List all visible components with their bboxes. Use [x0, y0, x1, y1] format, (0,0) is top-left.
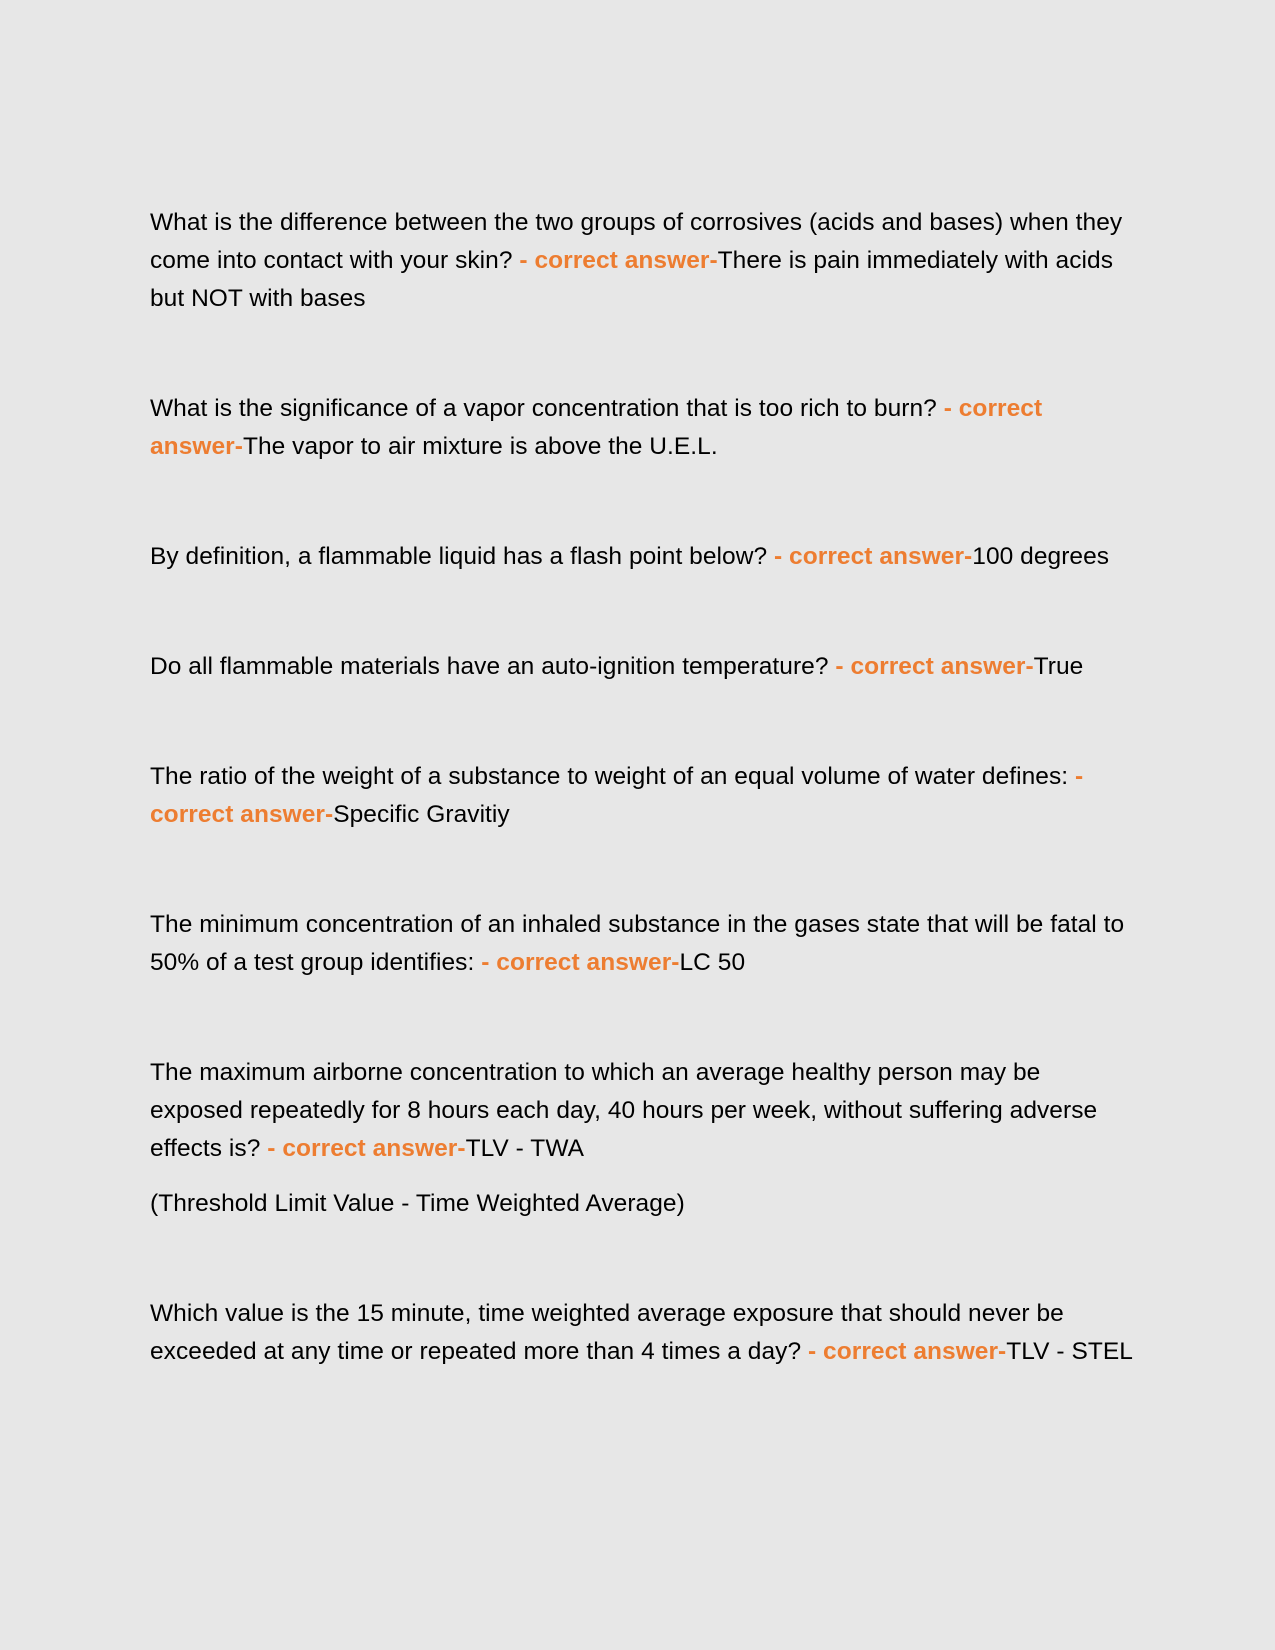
correct-answer-label: - correct answer- [773, 543, 973, 570]
answer-text: TLV - STEL [1006, 1338, 1133, 1365]
answer-note: (Threshold Limit Value - Time Weighted Average) [150, 1190, 685, 1217]
answer-text: True [1033, 653, 1084, 680]
correct-answer-label: - correct answer- [150, 395, 1043, 460]
answer-text: The vapor to air mixture is above the U.E.L. [242, 433, 718, 460]
correct-answer-label: - correct answer- [267, 1135, 466, 1162]
qa-text [150, 648, 1135, 686]
question-text: What is the difference between the two groups of corrosives (acids and bases) when they come into contact with your skin? [150, 209, 1123, 274]
question-text: What is the significance of a vapor concentration that is too rich to burn? [150, 395, 944, 422]
correct-answer-label: - correct answer- [481, 949, 680, 976]
qa-item [150, 1054, 1135, 1223]
qa-item [150, 906, 1135, 982]
qa-text [150, 538, 1135, 576]
question-text: The ratio of the weight of a substance to weight of an equal volume of water defines: [150, 763, 1075, 790]
qa-text [150, 906, 1135, 982]
question-text: Which value is the 15 minute, time weighted average exposure that should never be exceeded at any time or repeated more than 4 times a day? [150, 1300, 1064, 1365]
qa-text [150, 1054, 1135, 1168]
qa-item [150, 648, 1135, 686]
qa-item [150, 538, 1135, 576]
question-text: The minimum concentration of an inhaled substance in the gases state that will be fatal to 50% of a test group identifies: [150, 911, 1125, 976]
answer-text: TLV - TWA [465, 1135, 584, 1162]
qa-text [150, 390, 1135, 466]
question-text: By definition, a flammable liquid has a flash point below? [150, 543, 774, 570]
qa-text [150, 204, 1135, 318]
answer-text: Specific Gravitiy [333, 801, 510, 828]
qa-text [150, 1295, 1135, 1371]
answer-text: 100 degrees [972, 543, 1110, 570]
correct-answer-label: - correct answer- [807, 1338, 1007, 1365]
correct-answer-label: - correct answer- [150, 763, 1084, 828]
qa-item [150, 758, 1135, 834]
correct-answer-label: - correct answer- [835, 653, 1034, 680]
qa-item [150, 390, 1135, 466]
qa-item [150, 204, 1135, 318]
question-text: Do all flammable materials have an auto-ignition temperature? [150, 653, 836, 680]
answer-text: LC 50 [679, 949, 746, 976]
answer-text: There is pain immediately with acids but NOT with bases [150, 247, 1113, 312]
qa-item [150, 1295, 1135, 1371]
correct-answer-label: - correct answer- [519, 247, 718, 274]
qa-text [150, 758, 1135, 834]
question-text: The maximum airborne concentration to which an average healthy person may be exposed repeatedly for 8 hours each day, 40 hours per week, without suffering adverse effects is? [150, 1059, 1098, 1162]
